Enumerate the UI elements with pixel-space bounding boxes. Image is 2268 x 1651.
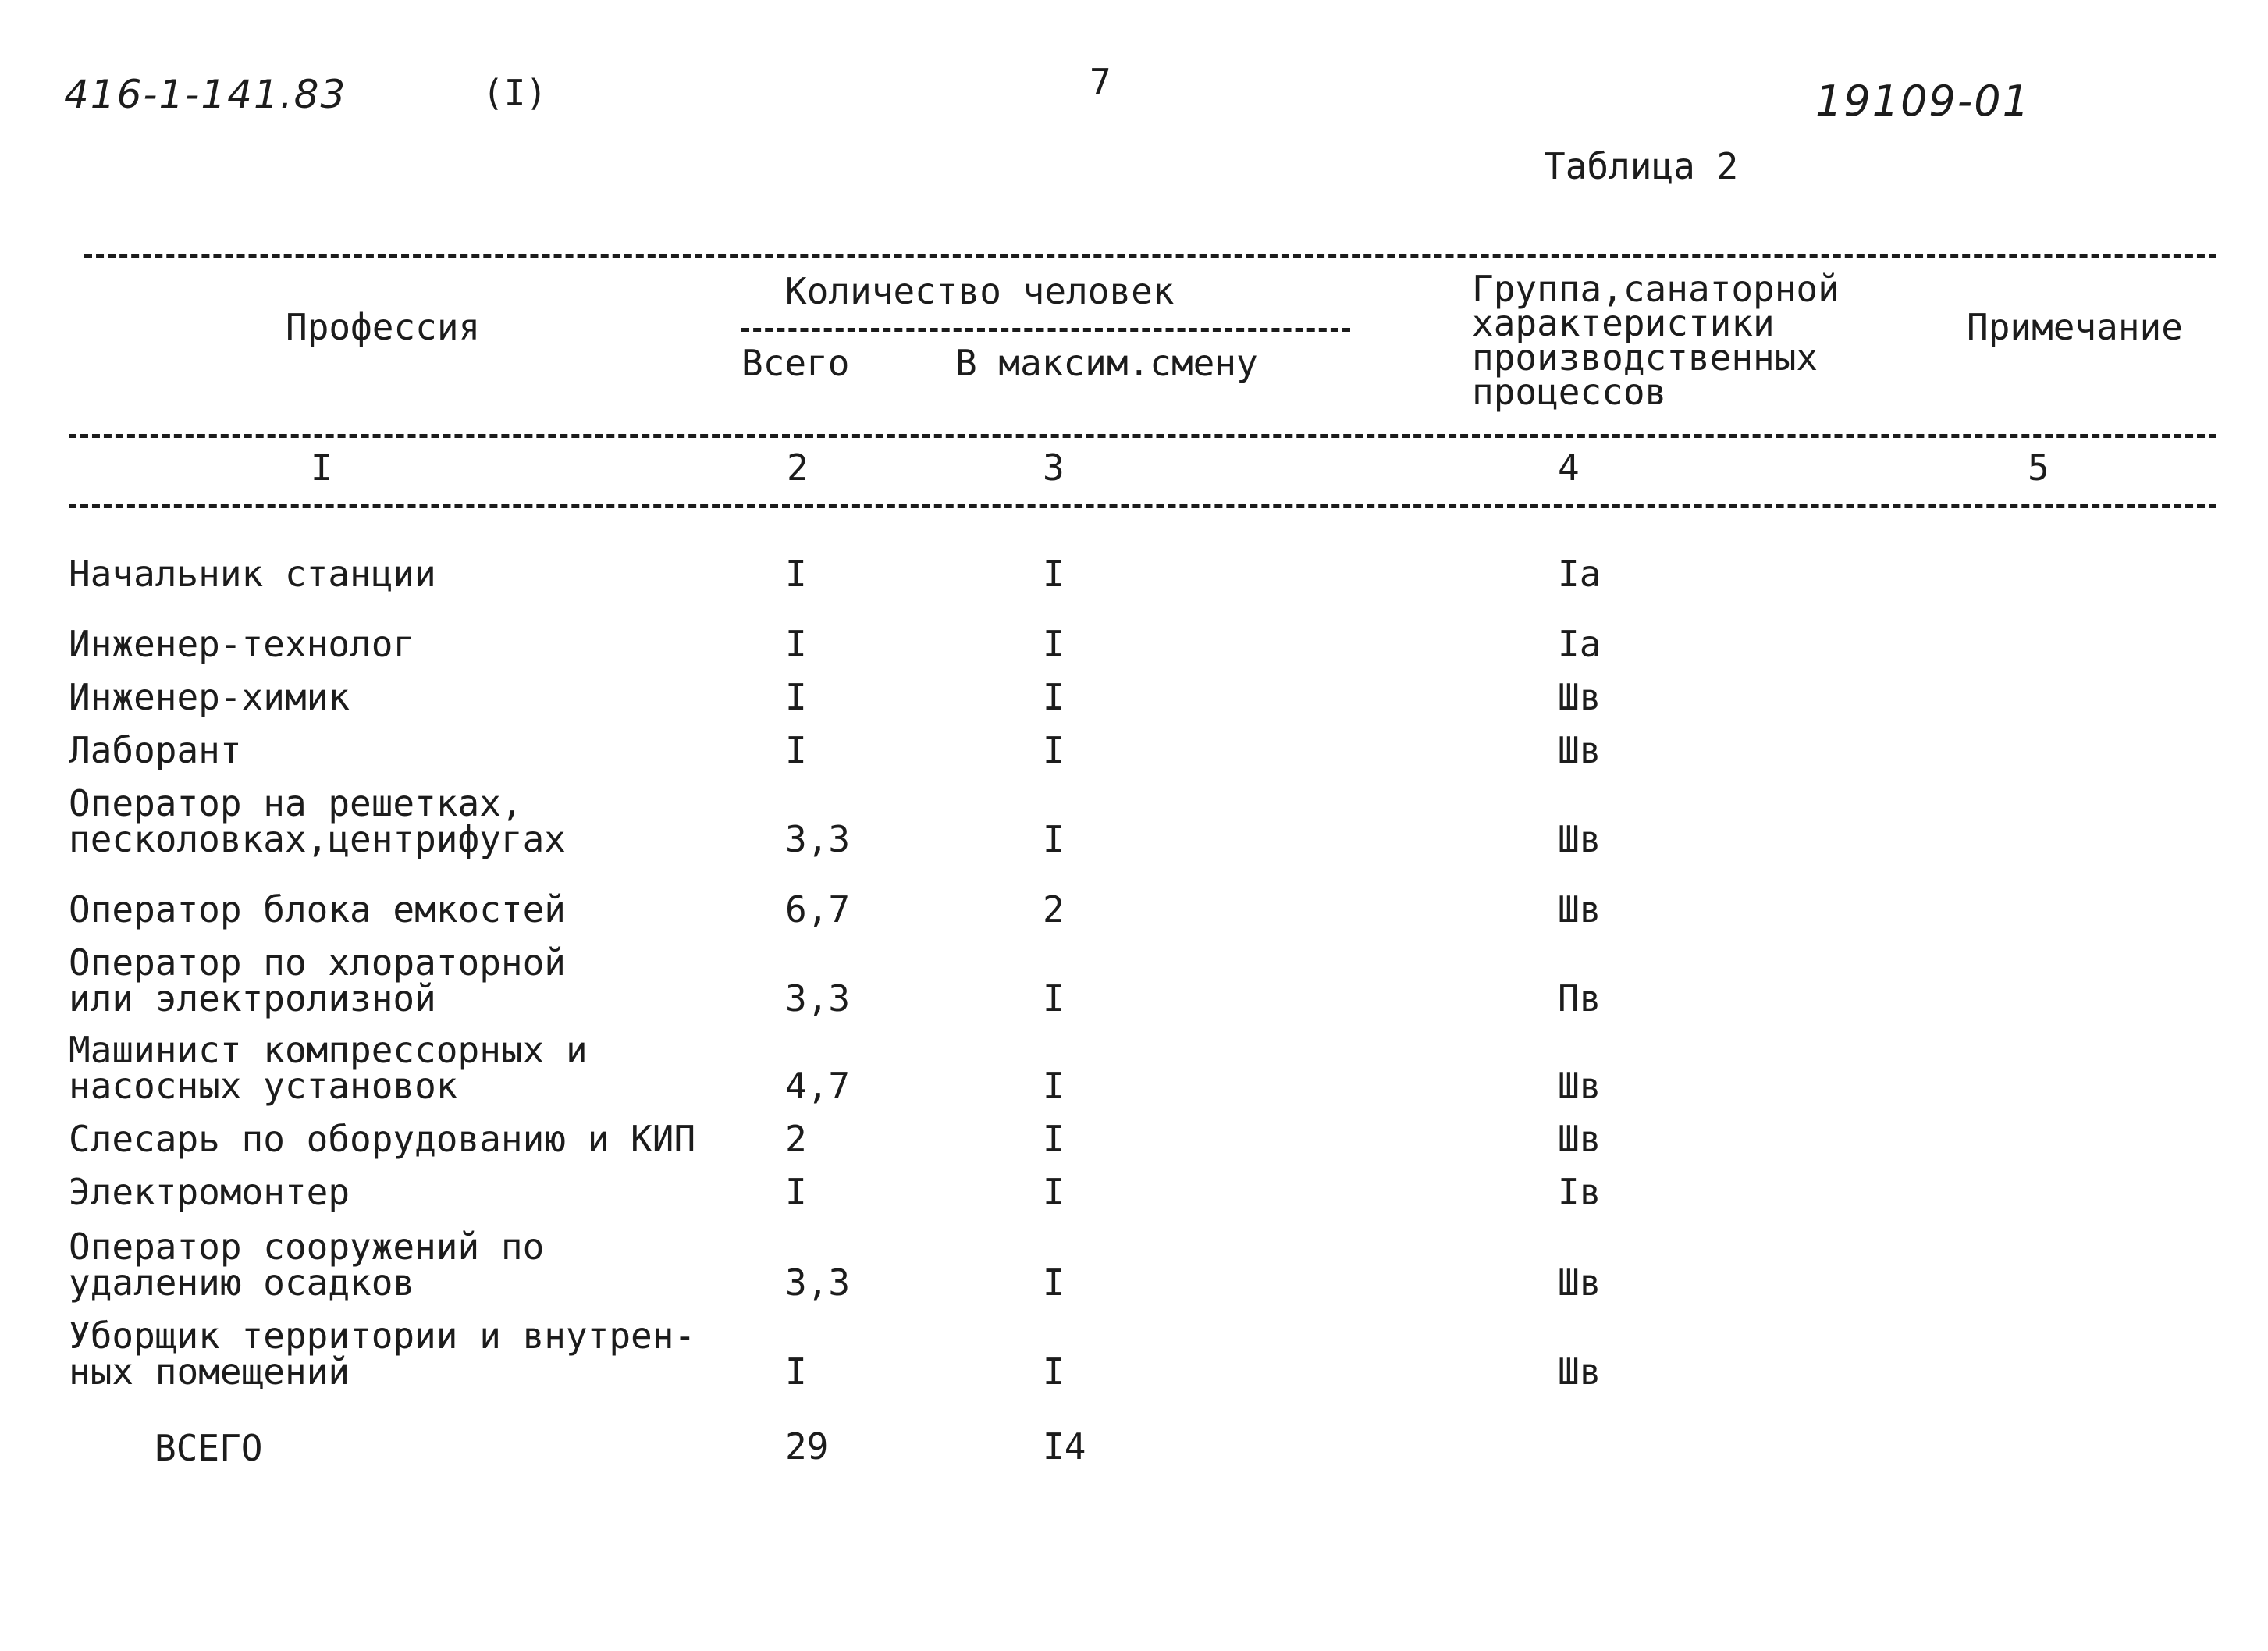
header-group-line: Группа,санаторной	[1472, 268, 1840, 310]
row-max-shift: I	[1043, 1350, 1065, 1393]
row-max-shift: I	[1043, 623, 1065, 665]
total-row-label: ВСЕГО	[155, 1427, 263, 1469]
grand-total-max-shift: I4	[1043, 1425, 1086, 1468]
row-group: Пв	[1558, 977, 1601, 1019]
row-group: Шв	[1558, 729, 1601, 771]
header-bottom-rule	[69, 434, 2216, 438]
page-number: 7	[1090, 61, 1111, 103]
row-profession: Начальник станции	[69, 553, 436, 595]
row-total: 3,3	[785, 818, 851, 860]
row-group: Iа	[1558, 623, 1601, 665]
row-max-shift: I	[1043, 1261, 1065, 1304]
row-profession	[69, 1315, 696, 1393]
row-group: Шв	[1558, 1118, 1601, 1160]
header-group-line: производственных	[1472, 336, 1818, 379]
header-group	[1472, 268, 1840, 413]
header-note: Примечание	[1967, 306, 2183, 348]
row-group: Iв	[1558, 1171, 1601, 1213]
column-number: 3	[1043, 447, 1065, 489]
column-number: 5	[2028, 447, 2049, 489]
row-group: Шв	[1558, 1261, 1601, 1304]
row-profession: Электромонтер	[69, 1171, 350, 1213]
profession-line: насосных установок	[69, 1065, 458, 1107]
header-profession: Профессия	[286, 306, 481, 348]
profession-line: Оператор по хлораторной	[69, 941, 566, 984]
row-profession	[69, 1029, 588, 1107]
row-max-shift: I	[1043, 676, 1065, 718]
profession-line: удалению осадков	[69, 1261, 415, 1304]
header-group-line: характеристики	[1472, 302, 1775, 344]
row-max-shift: I	[1043, 1171, 1065, 1213]
column-number: 2	[787, 447, 809, 489]
column-number: I	[311, 447, 332, 489]
row-total: I	[785, 1171, 807, 1213]
row-profession: Слесарь по оборудованию и КИП	[69, 1118, 696, 1160]
count-group-rule	[741, 328, 1350, 332]
row-max-shift: I	[1043, 818, 1065, 860]
row-max-shift: I	[1043, 1065, 1065, 1107]
row-profession	[69, 941, 566, 1019]
row-profession: Инженер-химик	[69, 676, 350, 718]
profession-line: ных помещений	[69, 1350, 350, 1393]
row-total: 4,7	[785, 1065, 851, 1107]
header-count-group: Количество человек	[785, 270, 1175, 312]
row-total: I	[785, 1350, 807, 1393]
row-profession: Инженер-технолог	[69, 623, 415, 665]
row-group: Шв	[1558, 1350, 1601, 1393]
row-group: Шв	[1558, 676, 1601, 718]
profession-line: Машинист компрессорных и	[69, 1029, 588, 1071]
document-part: (I)	[482, 72, 548, 114]
row-total: I	[785, 729, 807, 771]
header-total: Всего	[741, 342, 850, 384]
row-max-shift: I	[1043, 977, 1065, 1019]
row-total: I	[785, 676, 807, 718]
table-top-rule	[84, 254, 2216, 258]
row-total: I	[785, 623, 807, 665]
header-max-shift: В максим.смену	[955, 342, 1258, 384]
row-profession: Оператор блока емкостей	[69, 888, 566, 930]
row-profession: Лаборант	[69, 729, 242, 771]
table-label: Таблица 2	[1544, 145, 1739, 187]
row-max-shift: 2	[1043, 888, 1065, 930]
profession-line: Оператор сооружений по	[69, 1226, 545, 1268]
row-total: I	[785, 553, 807, 595]
column-numbers-rule	[69, 504, 2216, 508]
row-profession	[69, 782, 566, 860]
row-total: 6,7	[785, 888, 851, 930]
row-max-shift: I	[1043, 553, 1065, 595]
row-group: Шв	[1558, 1065, 1601, 1107]
row-max-shift: I	[1043, 729, 1065, 771]
profession-line: или электролизной	[69, 977, 436, 1019]
profession-line: Оператор на решетках,	[69, 782, 523, 824]
row-total: 2	[785, 1118, 807, 1160]
profession-line: песколовках,центрифугах	[69, 818, 566, 860]
sheet-code: 19109-01	[1815, 77, 2031, 126]
grand-total: 29	[785, 1425, 829, 1468]
row-profession	[69, 1226, 545, 1304]
column-number: 4	[1558, 447, 1580, 489]
row-max-shift: I	[1043, 1118, 1065, 1160]
profession-line: Уборщик территории и внутрен-	[69, 1315, 696, 1357]
row-total: 3,3	[785, 1261, 851, 1304]
document-code: 416-1-141.83	[64, 72, 347, 117]
row-group: Шв	[1558, 818, 1601, 860]
header-group-line: процессов	[1472, 371, 1667, 413]
row-group: Шв	[1558, 888, 1601, 930]
row-group: Iа	[1558, 553, 1601, 595]
row-total: 3,3	[785, 977, 851, 1019]
